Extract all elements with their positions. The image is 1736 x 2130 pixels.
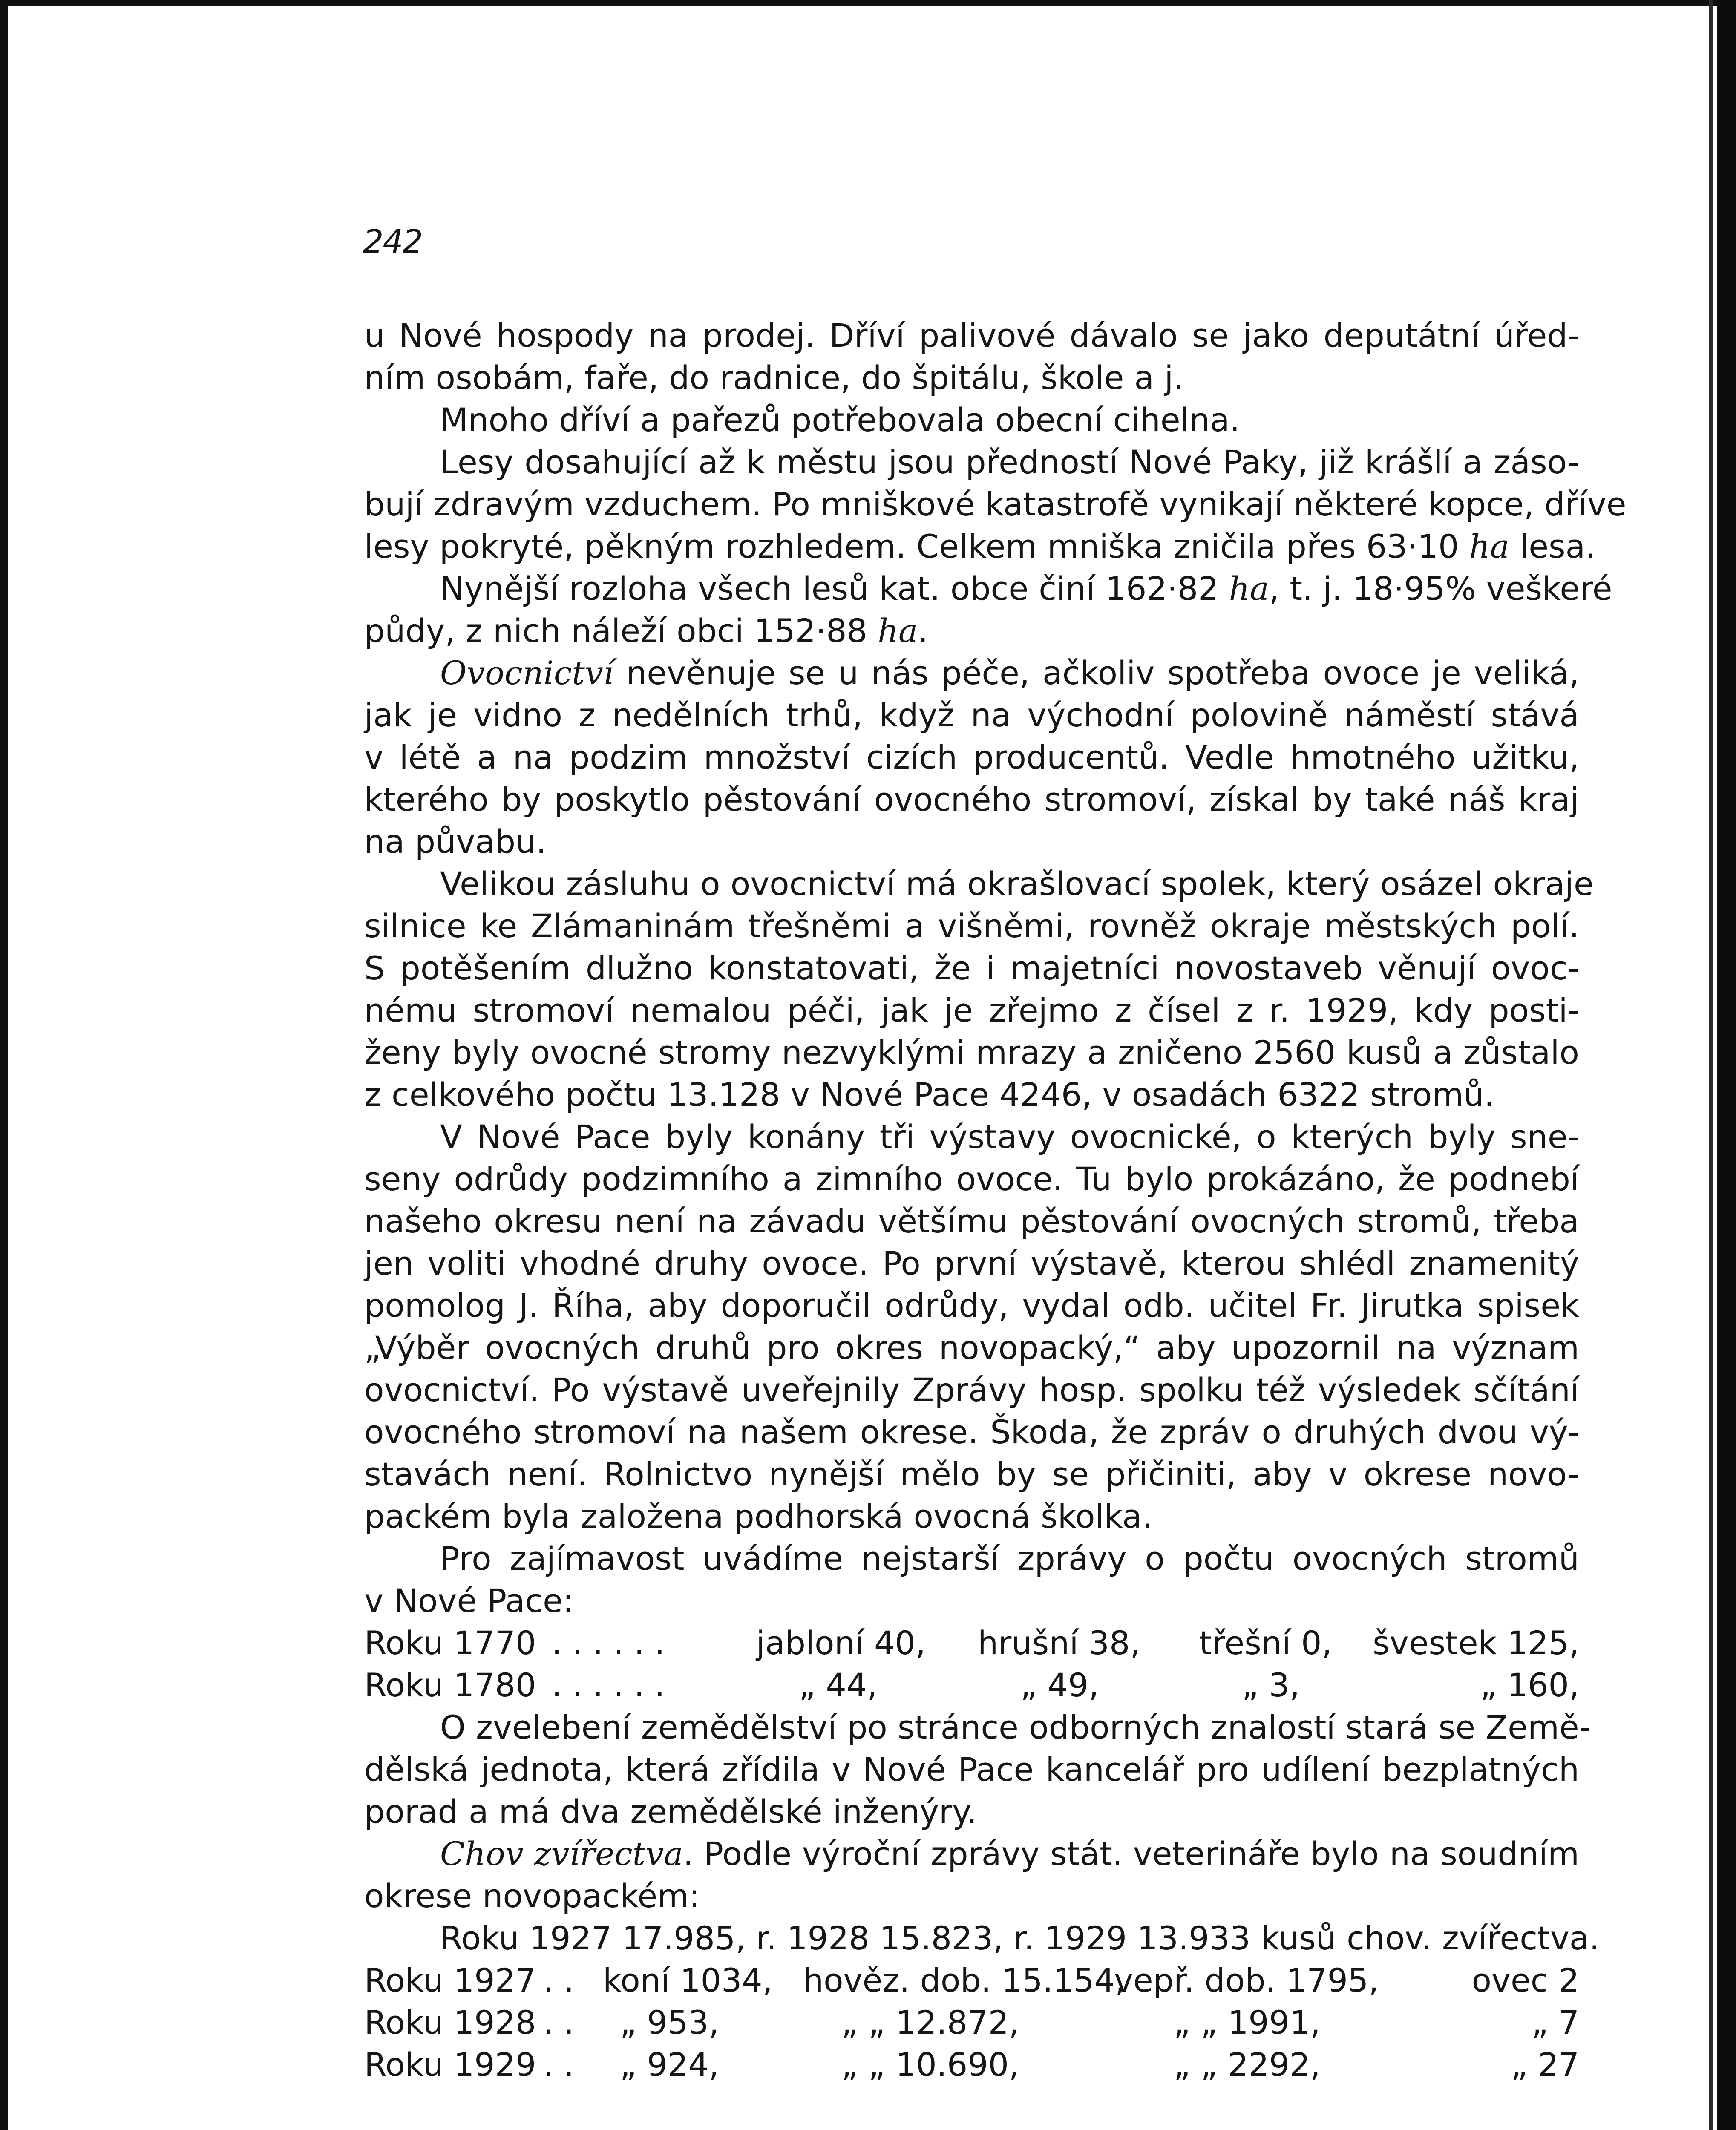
text-span: lesy pokryté, pěkným rozhledem. Celkem mniška zničila přes 63·10 bbox=[364, 527, 1459, 565]
text-line: seny odrůdy podzimního a zimního ovoce. Tu bylo prokázáno, že podnebí bbox=[364, 1160, 1579, 1198]
row-leader: . . bbox=[543, 1961, 574, 1999]
row-leader: . . . . . . bbox=[552, 1666, 665, 1704]
text-line bbox=[364, 652, 1579, 694]
row-label: Roku 1780 bbox=[364, 1666, 536, 1704]
text-line: u Nové hospody na prodej. Dříví palivové dávalo se jako deputátní úřed- bbox=[364, 317, 1579, 354]
text-line: našeho okresu není na závadu většímu pěstování ovocných stromů, třeba bbox=[364, 1202, 1579, 1240]
text-line: v létě a na podzim množství cizích producentů. Vedle hmotného užitku, bbox=[364, 738, 1579, 776]
text-line: V Nové Pace byly konány tři výstavy ovocnické, o kterých byly sne- bbox=[440, 1118, 1579, 1156]
pear-count: „ 49, bbox=[1020, 1666, 1099, 1704]
pigs-count: vepř. dob. 1795, bbox=[1114, 1961, 1379, 1999]
horses-count: „ 953, bbox=[620, 2003, 719, 2041]
text-line bbox=[364, 525, 1596, 567]
text-line: Mnoho dříví a pařezů potřebovala obecní cihelna. bbox=[440, 401, 1240, 439]
scan-edge-shadow bbox=[1709, 0, 1713, 2130]
row-leader: . . bbox=[543, 2003, 574, 2041]
horses-count: „ 924, bbox=[620, 2046, 719, 2084]
livestock-row bbox=[364, 1959, 1579, 2001]
text-line: Roku 1927 17.985, r. 1928 15.823, r. 1929 13.933 kusů chov. zvířectva. bbox=[440, 1919, 1600, 1957]
text-span: půdy, z nich náleží obci 152·88 bbox=[364, 612, 867, 650]
horses-count: koní 1034, bbox=[603, 1961, 773, 1999]
text-line: S potěšením dlužno konstatovati, že i majetníci novostaveb věnují ovoc- bbox=[364, 949, 1579, 987]
unit-ha: ha bbox=[1229, 570, 1269, 607]
text-line: Lesy dosahující až k městu jsou předností Nové Paky, již krášlí a záso- bbox=[440, 443, 1579, 481]
text-line: ovocnictví. Po výstavě uveřejnily Zprávy hosp. spolku též výsledek sčítání bbox=[364, 1371, 1579, 1409]
text-line: dělská jednota, která zřídila v Nové Pace kancelář pro udílení bezplatných bbox=[364, 1750, 1579, 1788]
text-line: ovocného stromoví na našem okrese. Škoda, že zpráv o druhých dvou vý- bbox=[364, 1413, 1579, 1451]
row-label: Roku 1929 bbox=[364, 2046, 536, 2084]
text-line bbox=[364, 610, 1579, 652]
row-leader: . . . . . . bbox=[552, 1624, 665, 1662]
sheep-count: ovec 2 bbox=[1471, 1961, 1579, 1999]
row-label: Roku 1928 bbox=[364, 2003, 536, 2041]
text-span: lesa. bbox=[1520, 527, 1596, 565]
page-number: 242 bbox=[363, 222, 423, 260]
fruit-tree-row bbox=[364, 1622, 1579, 1664]
apple-count: „ 44, bbox=[799, 1666, 878, 1704]
text-line: O zvelebení zemědělství po stránce odborných znalostí stará se Země- bbox=[440, 1708, 1591, 1746]
sheep-count: „ 27 bbox=[1511, 2046, 1579, 2084]
text-span: , t. j. 18·95% veškeré bbox=[1269, 570, 1612, 607]
text-span: . Podle výroční zprávy stát. veterináře bylo na soudním bbox=[683, 1835, 1580, 1873]
text-line: Velikou zásluhu o ovocnictví má okrašlovací spolek, který osázel okraje bbox=[440, 865, 1594, 903]
pigs-count: „ „ 1991, bbox=[1174, 2003, 1321, 2041]
row-leader: . . bbox=[543, 2046, 574, 2084]
fruit-tree-row bbox=[364, 1664, 1579, 1706]
unit-ha: ha bbox=[1469, 527, 1509, 565]
unit-ha: ha bbox=[878, 612, 918, 650]
text-line: ženy byly ovocné stromy nezvyklými mrazy a zničeno 2560 kusů a zůstalo bbox=[364, 1033, 1579, 1071]
text-line: jak je vidno z nedělních trhů, když na východní polovině náměstí stává bbox=[364, 696, 1579, 734]
text-line: v Nové Pace: bbox=[364, 1582, 574, 1620]
text-block bbox=[364, 314, 1627, 2086]
text-line bbox=[364, 1833, 1579, 1875]
text-span: nevěnuje se u nás péče, ačkoliv spotřeba ovoce je veliká, bbox=[613, 654, 1579, 692]
text-line: stavách není. Rolnictvo nynější mělo by se přičiniti, aby v okrese novo- bbox=[364, 1455, 1579, 1493]
heading-ovocnictvi: Ovocnictví bbox=[440, 654, 614, 692]
text-span: Nynější rozloha všech lesů kat. obce činí 162·82 bbox=[440, 570, 1219, 607]
text-line: Pro zajímavost uvádíme nejstarší zprávy o počtu ovocných stromů bbox=[440, 1540, 1579, 1577]
text-line bbox=[364, 567, 1612, 610]
scan-edge bbox=[1717, 0, 1736, 2130]
row-label: Roku 1770 bbox=[364, 1624, 536, 1662]
plum-count: švestek 125, bbox=[1373, 1624, 1579, 1662]
text-line: jen voliti vhodné druhy ovoce. Po první výstavě, kterou shlédl znamenitý bbox=[364, 1244, 1579, 1282]
cherry-count: třešní 0, bbox=[1199, 1624, 1332, 1662]
livestock-row bbox=[364, 2001, 1579, 2044]
cherry-count: „ 3, bbox=[1242, 1666, 1300, 1704]
text-line: kterého by poskytlo pěstování ovocného stromoví, získal by také náš kraj bbox=[364, 780, 1579, 818]
pear-count: hrušní 38, bbox=[978, 1624, 1140, 1662]
sheep-count: „ 7 bbox=[1532, 2003, 1579, 2041]
text-line: porad a má dva zemědělské inženýry. bbox=[364, 1793, 977, 1831]
text-line: bují zdravým vzduchem. Po mniškové katastrofě vynikají některé kopce, dříve bbox=[364, 485, 1627, 523]
text-line: nému stromoví nemalou péči, jak je zřejmo z čísel z r. 1929, kdy posti- bbox=[364, 991, 1579, 1029]
text-line: packém byla založena podhorská ovocná školka. bbox=[364, 1497, 1153, 1535]
text-line: z celkového počtu 13.128 v Nové Pace 4246, v osadách 6322 stromů. bbox=[364, 1076, 1494, 1114]
text-span: . bbox=[918, 612, 928, 650]
text-line: „Výběr ovocných druhů pro okres novopacký,“ aby upozornil na význam bbox=[364, 1329, 1579, 1367]
heading-chov-zvirectva: Chov zvířectva bbox=[440, 1835, 683, 1873]
cattle-count: hověz. dob. 15.154, bbox=[803, 1961, 1125, 1999]
text-line: silnice ke Zlámaninám třešněmi a višněmi, rovněž okraje městských polí. bbox=[364, 907, 1579, 945]
plum-count: „ 160, bbox=[1480, 1666, 1579, 1704]
text-line: ním osobám, faře, do radnice, do špitálu, škole a j. bbox=[364, 359, 1184, 397]
text-line: pomolog J. Říha, aby doporučil odrůdy, vydal odb. učitel Fr. Jirutka spisek bbox=[364, 1287, 1579, 1324]
text-line: okrese novopackém: bbox=[364, 1877, 700, 1915]
cattle-count: „ „ 12.872, bbox=[841, 2003, 1019, 2041]
livestock-row bbox=[364, 2044, 1579, 2086]
pigs-count: „ „ 2292, bbox=[1174, 2046, 1321, 2084]
apple-count: jabloní 40, bbox=[756, 1624, 926, 1662]
text-line: na půvabu. bbox=[364, 823, 547, 861]
row-label: Roku 1927 bbox=[364, 1961, 536, 1999]
cattle-count: „ „ 10.690, bbox=[841, 2046, 1019, 2084]
